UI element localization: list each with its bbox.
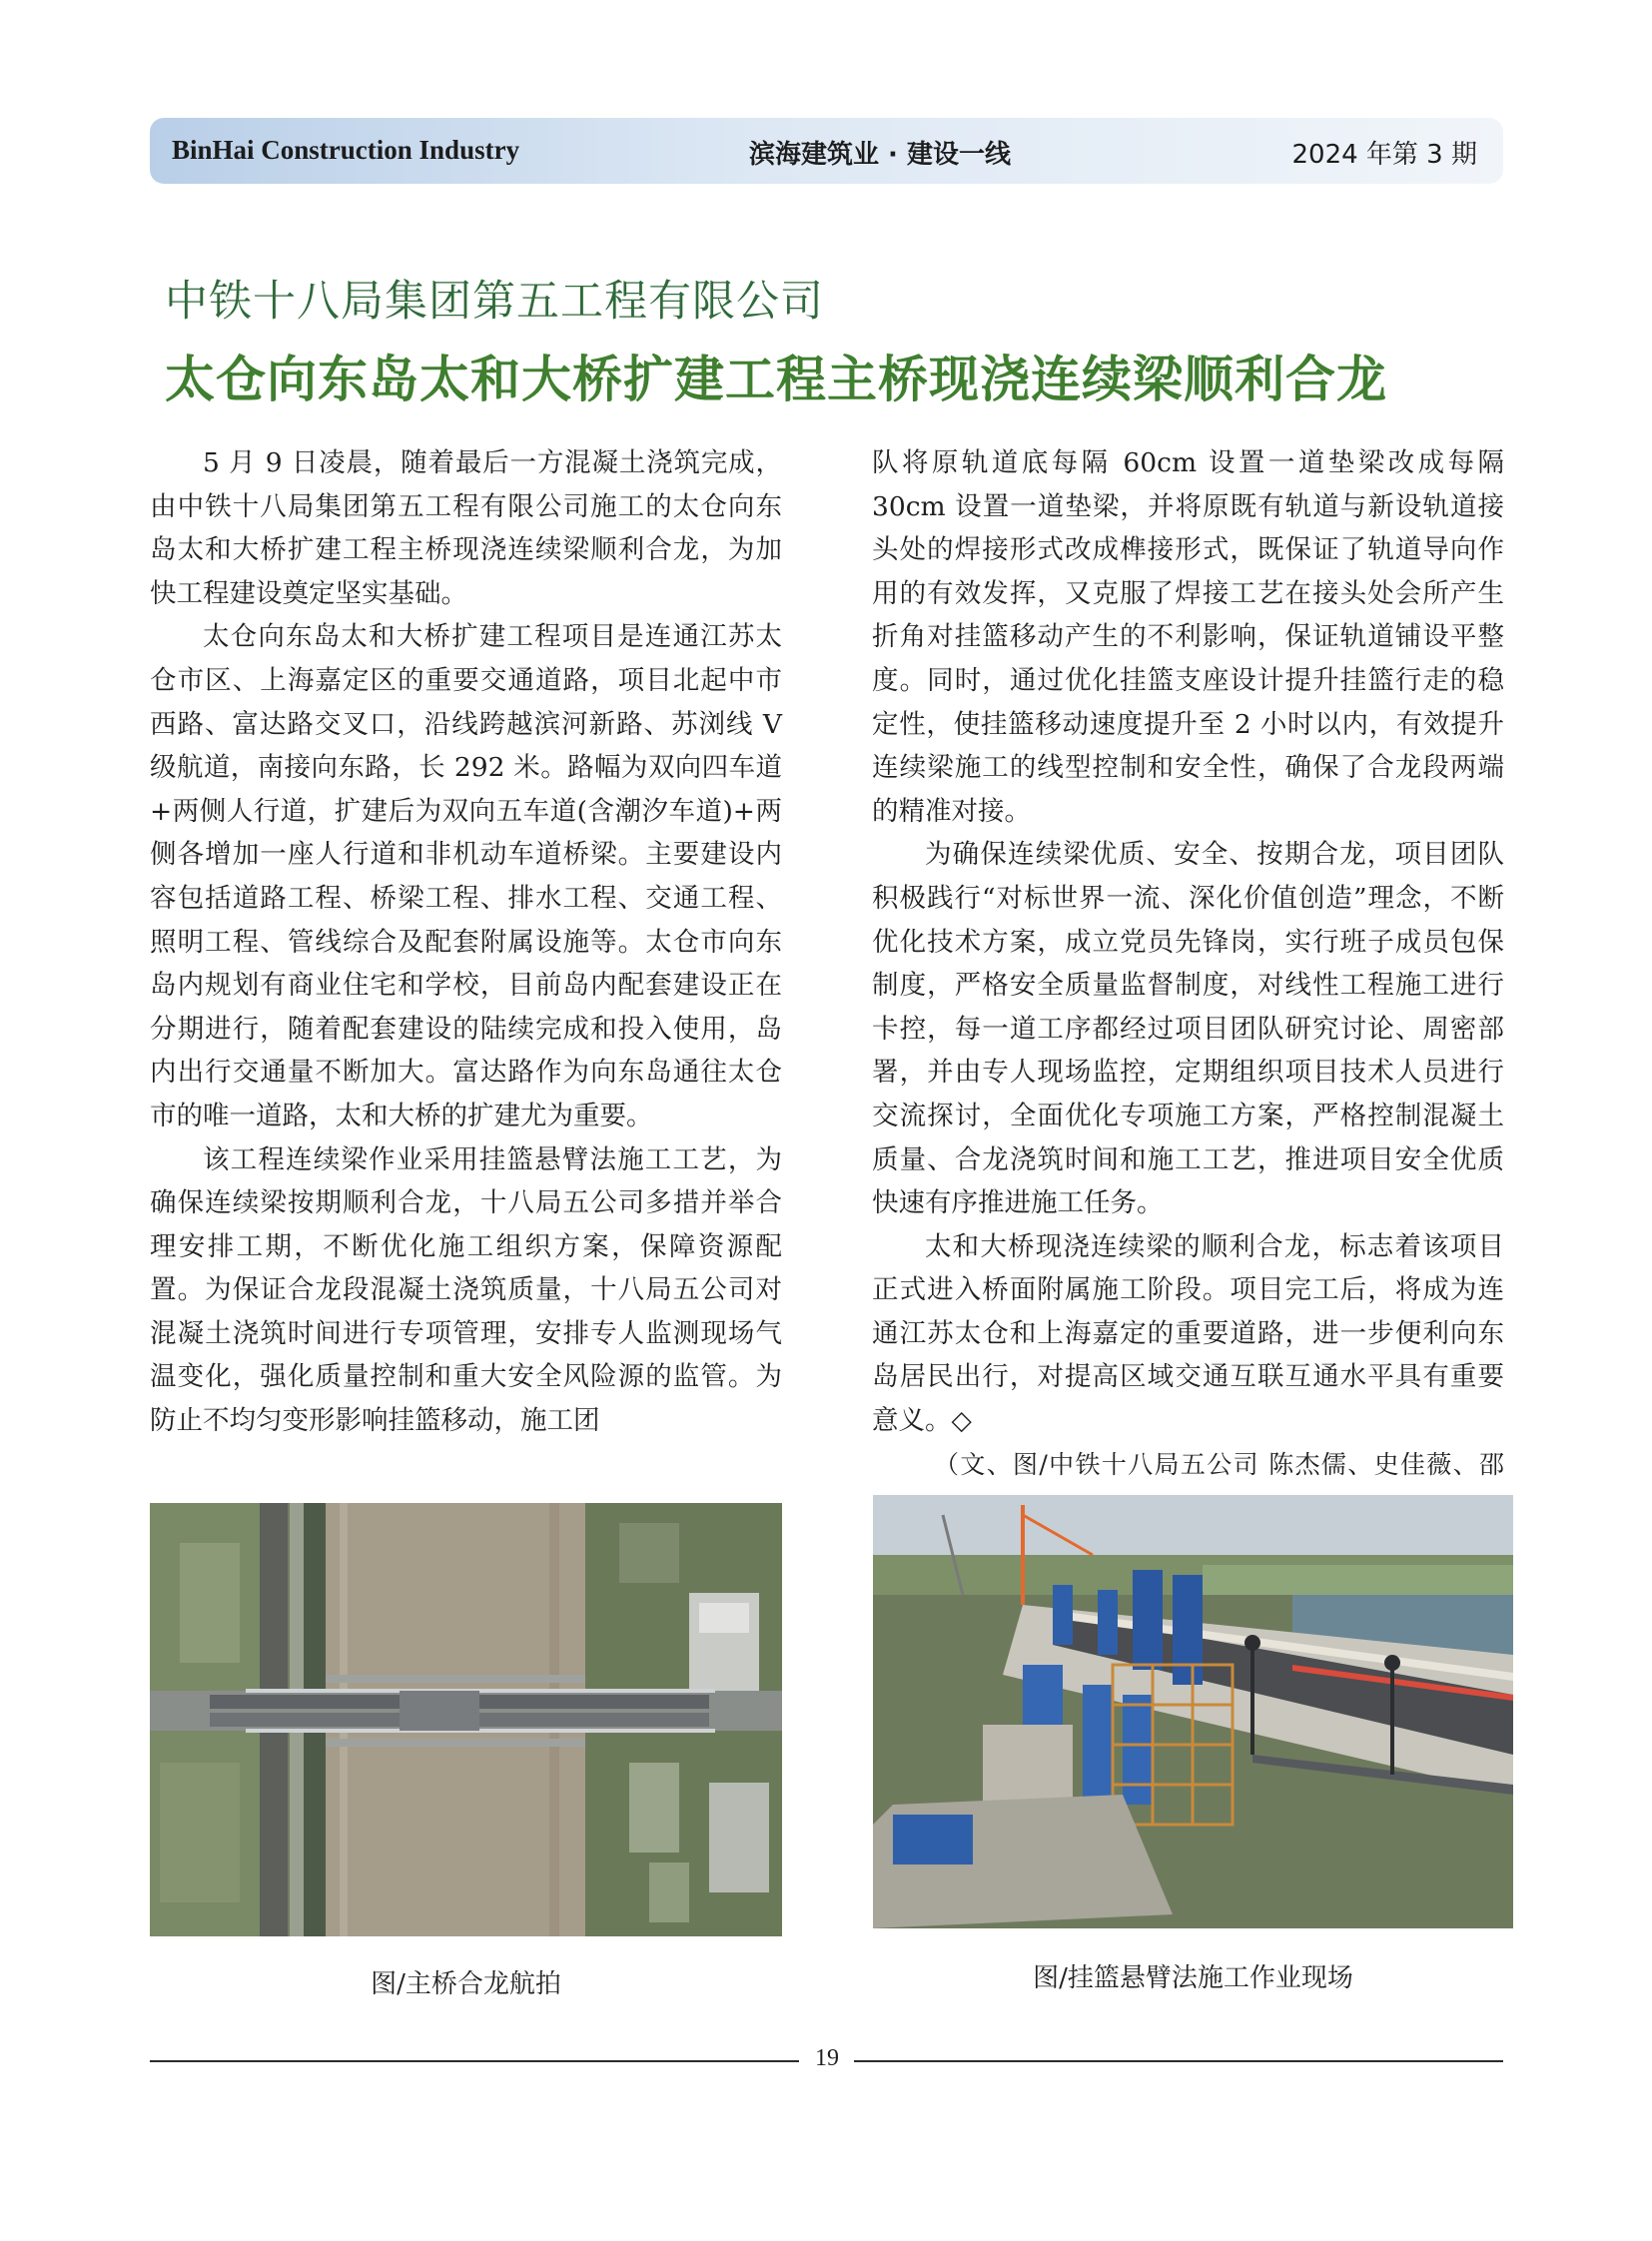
right-text-column: [872, 441, 1504, 1530]
organization-title: 中铁十八局集团第五工程有限公司: [165, 277, 824, 327]
left-figure-caption: 图/主桥合龙航拍: [371, 1969, 561, 1999]
footer-rule-left: [150, 2060, 799, 2062]
author-credit: （文、图/中铁十八局五公司 陈杰儒、史佳薇、邵: [934, 1449, 1504, 1479]
publication-name: BinHai Construction Industry: [172, 135, 520, 165]
construction-site-photo: [873, 1495, 1513, 1928]
paragraph: 该工程连续梁作业采用挂篮悬臂法施工工艺，为确保连续梁按期顺利合龙，十八局五公司多措并举合理安排工期，不断优化施工组织方案，保障资源配置。为保证合龙段混凝土浇筑质量，十八局五公司对混凝土浇筑时间进行专项管理，安排专人监测现场气温变化，强化质量控制和重大安全风险源的监管。为防止不均匀变形影响挂篮移动，施工团: [150, 1143, 782, 1437]
issue-label: 2024 年第 3 期: [1291, 140, 1477, 170]
aerial-bridge-photo: [150, 1503, 782, 1936]
running-header: [150, 118, 1503, 184]
paragraph: 太和大桥现浇连续梁的顺利合龙，标志着该项目正式进入桥面附属施工阶段。项目完工后，将成为连通江苏太仓和上海嘉定的重要道路，进一步便利向东岛居民出行，对提高区域交通互联互通水平具有重要意义。◇: [872, 1230, 1504, 1437]
column-name: 滨海建筑业 · 建设一线: [749, 140, 1011, 170]
paragraph: 太仓向东岛太和大桥扩建工程项目是连通江苏太仓市区、上海嘉定区的重要交通道路，项目北起中市西路、富达路交叉口，沿线跨越滨河新路、苏浏线 V 级航道，南接向东路，长 292 米。路幅为双向四车道+两侧人行道，扩建后为双向五车道(含潮汐车道)+两侧各增加一座人行道和非机动车道桥梁。主要建设内容包括道路工程、桥梁工程、排水工程、交通工程、照明工程、管线综合及配套附属设施等。太仓市向东岛内规划有商业住宅和学校，目前岛内配套建设正在分期进行，随着配套建设的陆续完成和投入使用，岛内出行交通量不断加大。富达路作为向东岛通往太仓市的唯一道路，太和大桥的扩建尤为重要。: [150, 621, 782, 1131]
page-number: 19: [815, 2045, 839, 2071]
left-text-column: [150, 441, 782, 1443]
footer-rule-right: [854, 2060, 1503, 2062]
paragraph: 5 月 9 日凌晨，随着最后一方混凝土浇筑完成，由中铁十八局集团第五工程有限公司施工的太仓向东岛太和大桥扩建工程主桥现浇连续梁顺利合龙，为加快工程建设奠定坚实基础。: [150, 447, 782, 609]
article-title: 太仓向东岛太和大桥扩建工程主桥现浇连续梁顺利合龙: [165, 351, 1387, 408]
right-figure-caption: 图/挂篮悬臂法施工作业现场: [1033, 1963, 1353, 1993]
paragraph-continued: 队将原轨道底每隔 60cm 设置一道垫梁改成每隔 30cm 设置一道垫梁，并将原既有轨道与新设轨道接头处的焊接形式改成榫接形式，既保证了轨道导向作用的有效发挥，又克服了焊接工艺在接头处会所产生折角对挂篮移动产生的不利影响，保证轨道铺设平整度。同时，通过优化挂篮支座设计提升挂篮行走的稳定性，使挂篮移动速度提升至 2 小时以内，有效提升连续梁施工的线型控制和安全性，确保了合龙段两端的精准对接。: [872, 447, 1504, 827]
paragraph: 为确保连续梁优质、安全、按期合龙，项目团队积极践行“对标世界一流、深化价值创造”理念，不断优化技术方案，成立党员先锋岗，实行班子成员包保制度，严格安全质量监督制度，对线性工程施工进行卡控，每一道工序都经过项目团队研究讨论、周密部署，并由专人现场监控，定期组织项目技术人员进行交流探讨，全面优化专项施工方案，严格控制混凝土质量、合龙浇筑时间和施工工艺，推进项目安全优质快速有序推进施工任务。: [872, 839, 1504, 1219]
